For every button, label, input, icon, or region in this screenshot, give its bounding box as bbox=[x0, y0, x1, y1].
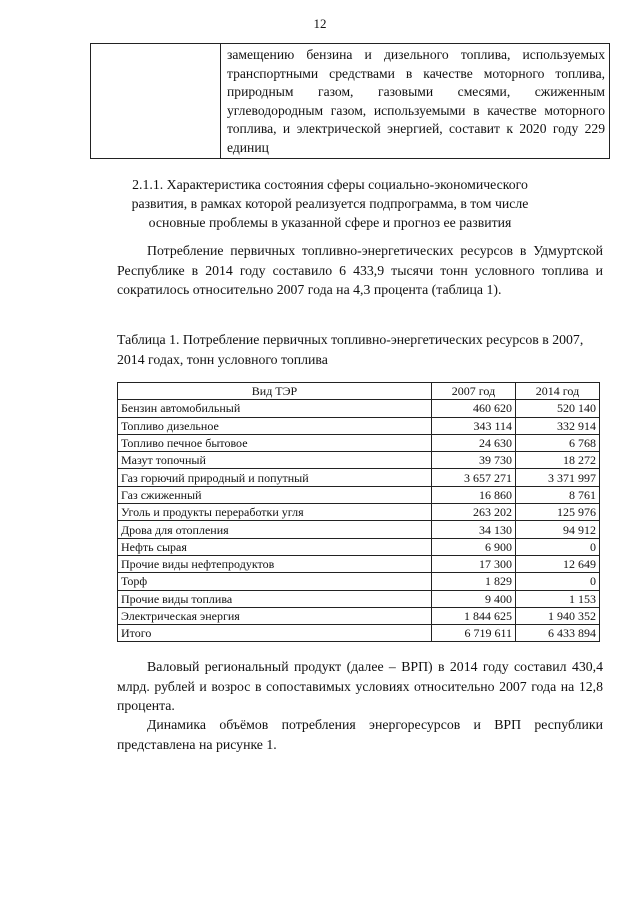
header-2014: 2014 год bbox=[516, 383, 600, 400]
table-caption: Таблица 1. Потребление первичных топливно-энергетических ресурсов в 2007, 2014 годах, тонн условного топлива bbox=[117, 332, 584, 367]
header-2007: 2007 год bbox=[432, 383, 516, 400]
value-2014-cell: 12 649 bbox=[516, 555, 600, 572]
table-row bbox=[118, 400, 600, 417]
table-row bbox=[118, 469, 600, 486]
value-2007-cell: 39 730 bbox=[432, 452, 516, 469]
value-2014-cell: 1 153 bbox=[516, 590, 600, 607]
empty-cell bbox=[91, 44, 221, 159]
value-2014-cell: 94 912 bbox=[516, 521, 600, 538]
value-2014-cell: 6 768 bbox=[516, 434, 600, 451]
value-2014-cell: 0 bbox=[516, 538, 600, 555]
table-row bbox=[118, 486, 600, 503]
value-2007-cell: 16 860 bbox=[432, 486, 516, 503]
value-2007-cell: 17 300 bbox=[432, 555, 516, 572]
fuel-type-cell: Дрова для отопления bbox=[118, 521, 432, 538]
value-2014-cell: 8 761 bbox=[516, 486, 600, 503]
continuation-text: замещению бензина и дизельного топлива, используемых транспортными средствами в качестве моторного топлива, природным газом, газовыми смесями, сжиженным углеводородным газом, используемыми в качестве моторного топлива, и электрической энергией, составит к 2020 году 229 единиц bbox=[221, 44, 610, 159]
table-row bbox=[118, 521, 600, 538]
value-2014-cell: 125 976 bbox=[516, 504, 600, 521]
table-row bbox=[118, 538, 600, 555]
value-2007-cell: 1 829 bbox=[432, 573, 516, 590]
table-row bbox=[118, 607, 600, 624]
fuel-type-cell: Электрическая энергия bbox=[118, 607, 432, 624]
header-fuel-type: Вид ТЭР bbox=[118, 383, 432, 400]
paragraph-consumption: Потребление первичных топливно-энергетических ресурсов в Удмуртской Республике в 2014 году составило 6 433,9 тысячи тонн условного топлива и сократилось относительно 2007 года на 4,3 процента (таблица 1). bbox=[117, 243, 603, 297]
paragraph-grp: Валовый региональный продукт (далее – ВРП) в 2014 году составил 430,4 млрд. рублей и возрос в сопоставимых условиях относительно 2007 года на 12,8 процента. bbox=[117, 659, 603, 713]
table-row bbox=[118, 434, 600, 451]
value-2007-cell: 24 630 bbox=[432, 434, 516, 451]
value-2007-cell: 1 844 625 bbox=[432, 607, 516, 624]
value-2007-cell: 34 130 bbox=[432, 521, 516, 538]
page-number: 12 bbox=[313, 16, 327, 31]
value-2014-cell: 520 140 bbox=[516, 400, 600, 417]
value-2007-cell: 9 400 bbox=[432, 590, 516, 607]
value-2007-cell: 460 620 bbox=[432, 400, 516, 417]
continuation-table bbox=[90, 43, 610, 159]
fuel-type-cell: Торф bbox=[118, 573, 432, 590]
fuel-type-cell: Мазут топочный bbox=[118, 452, 432, 469]
table-row bbox=[118, 452, 600, 469]
fuel-type-cell: Газ горючий природный и попутный bbox=[118, 469, 432, 486]
section-heading: 2.1.1. Характеристика состояния сферы социально-экономического развития, в рамках которой реализуется подпрограмма, в том числе основные проблемы в указанной сфере и прогноз ее развития bbox=[131, 177, 529, 230]
fuel-type-cell: Топливо печное бытовое bbox=[118, 434, 432, 451]
value-2014-cell: 1 940 352 bbox=[516, 607, 600, 624]
value-2007-cell: 343 114 bbox=[432, 417, 516, 434]
value-2014-cell: 332 914 bbox=[516, 417, 600, 434]
fuel-type-cell: Прочие виды топлива bbox=[118, 590, 432, 607]
fuel-type-cell: Бензин автомобильный bbox=[118, 400, 432, 417]
fuel-type-cell: Прочие виды нефтепродуктов bbox=[118, 555, 432, 572]
table-row bbox=[118, 417, 600, 434]
value-2007-cell: 263 202 bbox=[432, 504, 516, 521]
value-2007-cell: 3 657 271 bbox=[432, 469, 516, 486]
value-2014-cell: 18 272 bbox=[516, 452, 600, 469]
table-total-row bbox=[118, 625, 600, 642]
table-header-row bbox=[118, 383, 600, 400]
continuation-row bbox=[91, 44, 610, 159]
table-row bbox=[118, 504, 600, 521]
fuel-type-cell: Уголь и продукты переработки угля bbox=[118, 504, 432, 521]
table-row bbox=[118, 590, 600, 607]
total-2007-cell: 6 719 611 bbox=[432, 625, 516, 642]
value-2014-cell: 0 bbox=[516, 573, 600, 590]
fuel-type-cell: Газ сжиженный bbox=[118, 486, 432, 503]
total-label-cell: Итого bbox=[118, 625, 432, 642]
value-2007-cell: 6 900 bbox=[432, 538, 516, 555]
table-row bbox=[118, 555, 600, 572]
total-2014-cell: 6 433 894 bbox=[516, 625, 600, 642]
fuel-type-cell: Нефть сырая bbox=[118, 538, 432, 555]
value-2014-cell: 3 371 997 bbox=[516, 469, 600, 486]
table-row bbox=[118, 573, 600, 590]
energy-consumption-table bbox=[117, 382, 600, 642]
paragraph-dynamics: Динамика объёмов потребления энергоресурсов и ВРП республики представлена на рисунке 1. bbox=[117, 717, 603, 752]
fuel-type-cell: Топливо дизельное bbox=[118, 417, 432, 434]
